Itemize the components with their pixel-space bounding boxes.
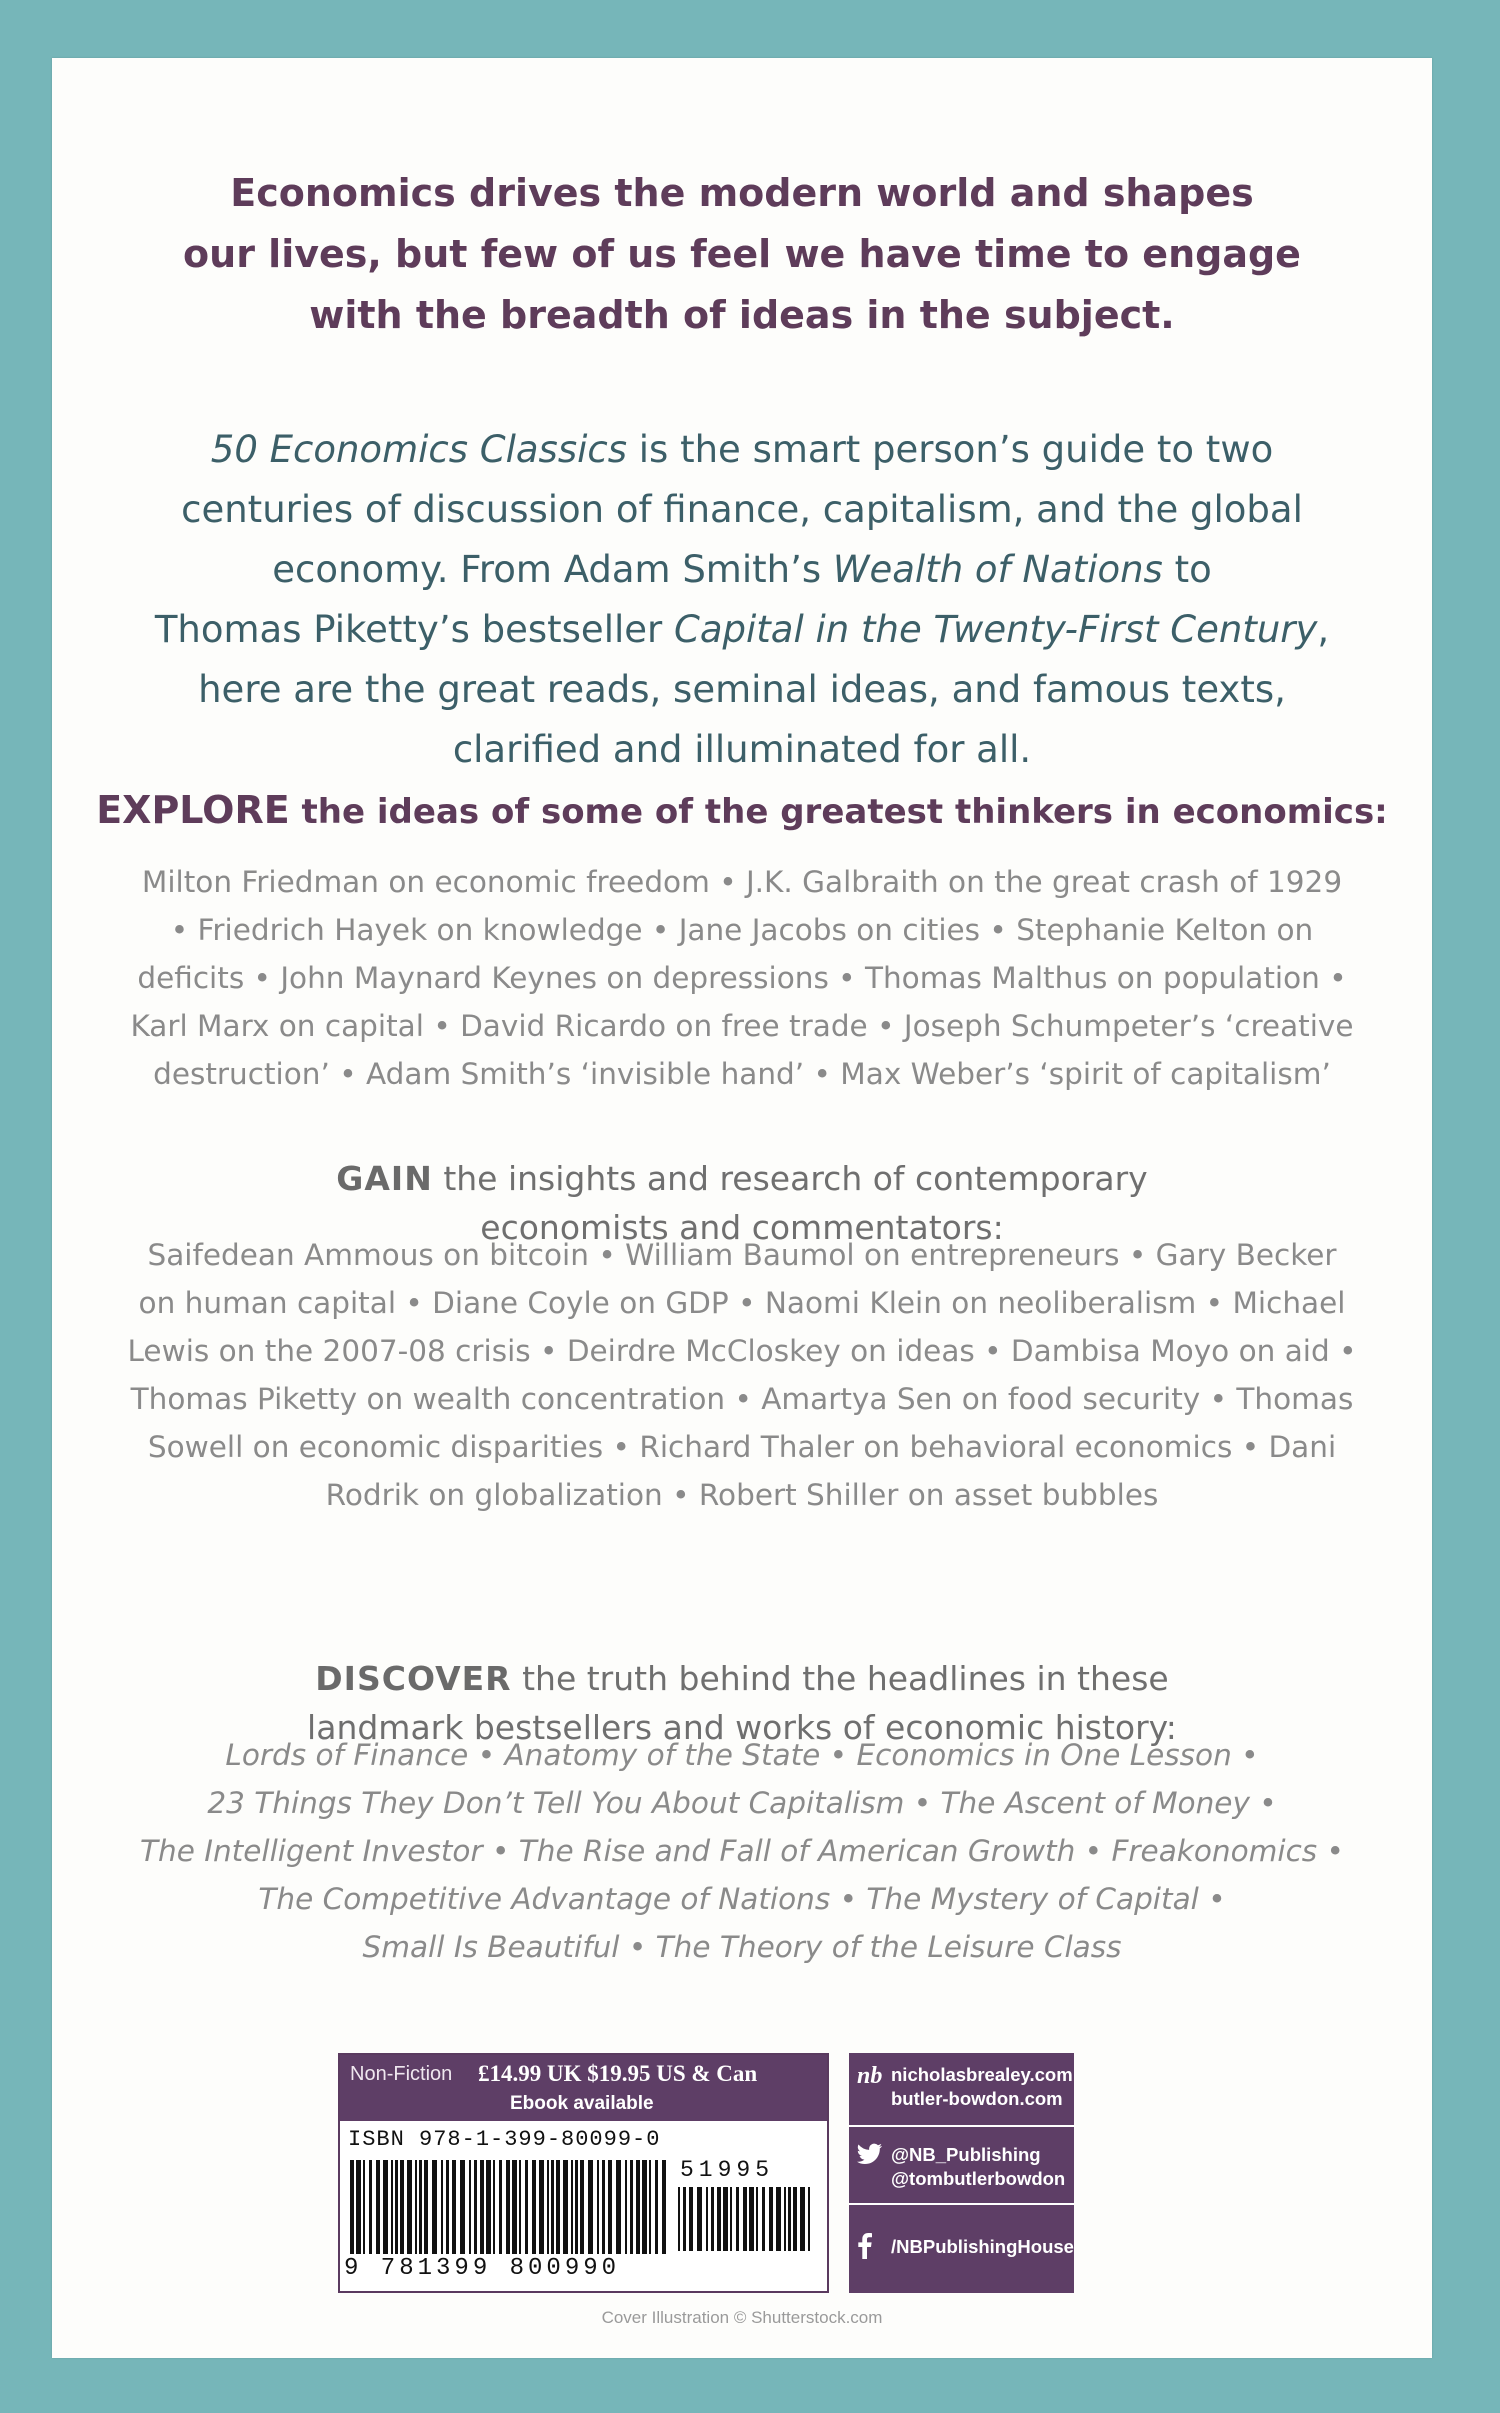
gain-heading: GAIN the insights and research of contemporary economists and commentators: bbox=[336, 1159, 1148, 1247]
list-line: Rodrik on globalization • Robert Shiller on asset bubbles bbox=[325, 1478, 1159, 1512]
barcode-bar bbox=[625, 2160, 627, 2254]
barcode-bar bbox=[597, 2160, 599, 2254]
barcode-bar bbox=[711, 2187, 714, 2251]
barcode-bar bbox=[512, 2160, 517, 2254]
barcode-bar bbox=[363, 2160, 365, 2254]
discover-heading: DISCOVER the truth behind the headlines in these landmark bestsellers and works of economic history: bbox=[307, 1659, 1177, 1747]
list-line: Lords of Finance • Anatomy of the State • Economics in One Lesson • bbox=[225, 1738, 1259, 1772]
barcode-bar bbox=[519, 2160, 521, 2254]
barcode-bar bbox=[493, 2160, 495, 2254]
barcode-bar bbox=[630, 2160, 633, 2254]
divider bbox=[849, 2203, 1074, 2205]
twitter-handle[interactable]: @tombutlerbowdon bbox=[891, 2168, 1066, 2189]
barcode-bar bbox=[662, 2160, 666, 2254]
barcode-bar bbox=[776, 2187, 781, 2251]
barcode-bars bbox=[348, 2160, 668, 2258]
barcode-bar bbox=[580, 2160, 584, 2254]
barcode-bar bbox=[575, 2160, 578, 2254]
barcode-bar bbox=[400, 2160, 404, 2254]
barcode-bar bbox=[723, 2187, 728, 2251]
explore-keyword: EXPLORE bbox=[96, 788, 290, 832]
barcode-bar bbox=[717, 2187, 721, 2251]
barcode-bar bbox=[391, 2160, 393, 2254]
list-line: Small Is Beautiful • The Theory of the Leisure Class bbox=[362, 1930, 1122, 1964]
addon-digits: 51995 bbox=[680, 2157, 775, 2183]
intro-line: Thomas Piketty’s bestseller Capital in the Twenty-First Century, bbox=[154, 608, 1330, 651]
barcode-bar bbox=[588, 2160, 593, 2254]
barcode-bar bbox=[655, 2160, 658, 2254]
barcode-bar bbox=[762, 2187, 765, 2251]
book-title: 50 Economics Classics bbox=[210, 428, 628, 471]
ebook-label: Ebook available bbox=[510, 2093, 654, 2114]
barcode-bar bbox=[736, 2187, 739, 2251]
category-label: Non-Fiction bbox=[350, 2063, 453, 2085]
barcode-bar bbox=[571, 2160, 573, 2254]
barcode-bar bbox=[395, 2160, 398, 2254]
barcode-bar bbox=[756, 2187, 758, 2251]
intro-line: clarified and illuminated for all. bbox=[452, 728, 1032, 771]
gain-list bbox=[72, 1231, 1412, 1519]
barcode-bar bbox=[800, 2187, 805, 2251]
barcode-bar bbox=[356, 2160, 361, 2254]
tagline bbox=[52, 163, 1432, 346]
list-line: Sowell on economic disparities • Richard Thaler on behavioral economics • Dani bbox=[147, 1430, 1337, 1464]
barcode-bar bbox=[460, 2160, 465, 2254]
barcode-bar bbox=[683, 2187, 686, 2251]
barcode-bar bbox=[808, 2187, 810, 2251]
barcode-bar bbox=[432, 2160, 437, 2254]
intro-line: centuries of discussion of finance, capitalism, and the global bbox=[181, 488, 1303, 531]
barcode-bar bbox=[350, 2160, 354, 2254]
nb-logo-icon: nb bbox=[857, 2063, 883, 2089]
barcode-bar bbox=[383, 2160, 388, 2254]
barcode-bar bbox=[441, 2160, 443, 2254]
barcode-bar bbox=[678, 2187, 680, 2251]
barcode-bar bbox=[642, 2160, 647, 2254]
facebook-handle[interactable]: /NBPublishingHouse bbox=[891, 2236, 1074, 2257]
barcode-bar bbox=[452, 2160, 456, 2254]
list-line: The Competitive Advantage of Nations • The Mystery of Capital • bbox=[258, 1882, 1226, 1916]
barcode-bar bbox=[415, 2160, 417, 2254]
barcode-bar bbox=[743, 2187, 747, 2251]
list-line: on human capital • Diane Coyle on GDP • Naomi Klein on neoliberalism • Michael bbox=[138, 1286, 1346, 1320]
discover-list bbox=[72, 1731, 1412, 1971]
cover-credit: Cover Illustration © Shutterstock.com bbox=[601, 2308, 883, 2327]
barcode-bar bbox=[551, 2160, 554, 2254]
facebook-icon bbox=[857, 2233, 873, 2259]
intro-line: here are the great reads, seminal ideas, and famous texts, bbox=[198, 668, 1286, 711]
list-line: deficits • John Maynard Keynes on depressions • Thomas Malthus on population • bbox=[137, 961, 1347, 995]
barcode-bar bbox=[706, 2187, 708, 2251]
barcode-bar bbox=[689, 2187, 693, 2251]
list-line: Karl Marx on capital • David Ricardo on free trade • Joseph Schumpeter’s ‘creative bbox=[130, 1009, 1354, 1043]
barcode-bar bbox=[793, 2187, 797, 2251]
discover-keyword: DISCOVER bbox=[315, 1659, 512, 1698]
social-box bbox=[849, 2053, 1074, 2293]
list-line: destruction’ • Adam Smith’s ‘invisible hand’ • Max Weber’s ‘spirit of capitalism’ bbox=[153, 1057, 1331, 1091]
barcode-bar bbox=[407, 2160, 412, 2254]
explore-list bbox=[72, 858, 1412, 1098]
barcode-bar bbox=[525, 2160, 528, 2254]
website-link[interactable]: nicholasbrealey.com bbox=[891, 2064, 1073, 2085]
barcode-box bbox=[338, 2053, 829, 2293]
barcode-bar bbox=[539, 2160, 544, 2254]
list-line: Milton Friedman on economic freedom • J.K. Galbraith on the great crash of 1929 bbox=[141, 865, 1343, 899]
ean-digits: 9 781399 800990 bbox=[344, 2255, 621, 2282]
barcode-bar bbox=[602, 2160, 605, 2254]
isbn-label: ISBN 978-1-399-80099-0 bbox=[348, 2127, 661, 2152]
barcode-bar bbox=[474, 2160, 477, 2254]
list-line: 23 Things They Don’t Tell You About Capitalism • The Ascent of Money • bbox=[207, 1786, 1277, 1820]
barcode-bar bbox=[649, 2160, 651, 2254]
back-cover-panel bbox=[52, 58, 1432, 2358]
barcode-bar bbox=[784, 2187, 786, 2251]
tagline-line: our lives, but few of us feel we have time to engage bbox=[183, 232, 1301, 276]
barcode-bar bbox=[446, 2160, 449, 2254]
twitter-handle[interactable]: @NB_Publishing bbox=[891, 2144, 1041, 2165]
barcode-bar bbox=[419, 2160, 422, 2254]
list-line: Saifedean Ammous on bitcoin • William Baumol on entrepreneurs • Gary Becker bbox=[147, 1238, 1337, 1272]
intro-paragraph bbox=[52, 420, 1432, 780]
price-strip bbox=[340, 2055, 827, 2121]
tagline-line: with the breadth of ideas in the subject. bbox=[309, 293, 1175, 337]
barcode-bar bbox=[636, 2160, 640, 2254]
intro-line: 50 Economics Classics is the smart person’s guide to two bbox=[210, 428, 1274, 471]
list-line: The Intelligent Investor • The Rise and Fall of American Growth • Freakonomics • bbox=[140, 1834, 1344, 1868]
barcode-bar bbox=[547, 2160, 549, 2254]
barcode-bar bbox=[532, 2160, 536, 2254]
barcode-bar bbox=[506, 2160, 510, 2254]
barcode-bar bbox=[499, 2160, 502, 2254]
barcode-bar bbox=[469, 2160, 471, 2254]
barcode-bar bbox=[480, 2160, 484, 2254]
barcode-bar bbox=[769, 2187, 773, 2251]
list-line: Thomas Piketty on wealth concentration • Amartya Sen on food security • Thomas bbox=[130, 1382, 1354, 1416]
barcode-bar bbox=[749, 2187, 754, 2251]
tagline-line: Economics drives the modern world and shapes bbox=[230, 171, 1254, 215]
explore-heading: EXPLORE the ideas of some of the greatest thinkers in economics: bbox=[96, 788, 1388, 832]
list-line: • Friedrich Hayek on knowledge • Jane Jacobs on cities • Stephanie Kelton on bbox=[170, 913, 1314, 947]
barcode-bar bbox=[424, 2160, 428, 2254]
barcode-bar bbox=[486, 2160, 491, 2254]
list-line: Lewis on the 2007-08 crisis • Deirdre McCloskey on ideas • Dambisa Moyo on aid • bbox=[127, 1334, 1357, 1368]
barcode-bar bbox=[369, 2160, 372, 2254]
barcode-bar bbox=[556, 2160, 560, 2254]
barcode-bar bbox=[616, 2160, 621, 2254]
twitter-icon bbox=[857, 2143, 883, 2165]
addon-barcode-bars bbox=[676, 2187, 816, 2253]
website-link[interactable]: butler-bowdon.com bbox=[891, 2088, 1063, 2109]
barcode-bar bbox=[376, 2160, 380, 2254]
barcode-bar bbox=[788, 2187, 791, 2251]
gain-keyword: GAIN bbox=[336, 1159, 433, 1198]
intro-line: economy. From Adam Smith’s Wealth of Nations to bbox=[272, 548, 1212, 591]
price-label: £14.99 UK $19.95 US & Can bbox=[478, 2061, 758, 2086]
barcode-bar bbox=[608, 2160, 612, 2254]
barcode-bar bbox=[563, 2160, 568, 2254]
divider bbox=[849, 2125, 1074, 2127]
barcode-bar bbox=[697, 2187, 702, 2251]
barcode-bar bbox=[730, 2187, 732, 2251]
